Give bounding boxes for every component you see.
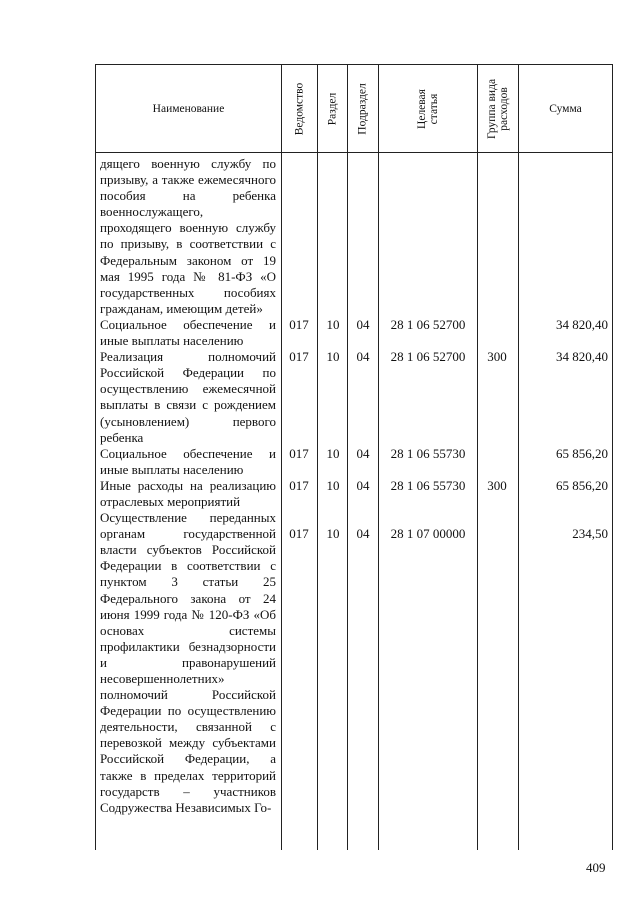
name-block: Реализация полномочий Российской Федерации по осуществлению ежемесячной выплаты в связи с рождением (усыновлением) первого ребенка <box>100 349 276 445</box>
header-celevaya-line2: статья <box>428 93 440 124</box>
cell-celevaya: 28 1 06 52700 <box>390 349 466 364</box>
cell-vedomstvo: 017 <box>289 478 309 493</box>
cell-vedomstvo: 017 <box>289 526 309 541</box>
cell-summa: 65 856,20 <box>556 446 608 461</box>
header-gruppa-cell <box>478 65 518 152</box>
cell-razdel: 10 <box>326 317 340 332</box>
cell-gruppa: 300 <box>487 349 507 364</box>
col-divider-pod <box>347 64 348 850</box>
cell-razdel: 10 <box>326 526 340 541</box>
header-name: Наименование <box>152 103 225 115</box>
name-block: Социальное обеспечение и иные выплаты населению <box>100 316 276 349</box>
col-divider-cel <box>378 64 379 850</box>
header-gruppa <box>486 78 510 138</box>
col-divider-sum <box>518 64 519 850</box>
cell-celevaya: 28 1 07 00000 <box>390 526 466 541</box>
cell-vedomstvo: 017 <box>289 349 309 364</box>
cell-summa: 234,50 <box>572 526 608 541</box>
col-divider-ved <box>281 64 282 850</box>
cell-podrazdel: 04 <box>356 526 370 541</box>
cell-razdel: 10 <box>326 349 340 364</box>
header-celevaya <box>416 89 440 129</box>
cell-summa: 34 820,40 <box>556 317 608 332</box>
header-razdel: Раздел <box>326 92 339 125</box>
cell-vedomstvo: 017 <box>289 446 309 461</box>
name-block: Социальное обеспечение и иные выплаты населению <box>100 445 276 477</box>
cell-podrazdel: 04 <box>356 317 370 332</box>
name-block: дящего военную службу по призыву, а также ежемесячного пособия на ребенка военнослужащего, проходящего военную службу по призыву, в соответствии с Федеральным законом от 19 мая 1995 года № 81-ФЗ «О государственных пособиях гражданам, имеющим детей» <box>100 156 276 316</box>
name-block: Осуществление переданных органам государственной власти субъектов Российской Федерации в соответствии с пунктом 3 статьи 25 Федерального закона от 24 июня 1999 года № 120-ФЗ «Об основах системы профилактики безнадзорности и правонарушений несовершеннолетних» полномочий Российской Федерации по осуществлению деятельности, связанной с перевозкой между субъектами Российской Федерации, а также в пределах территорий государств – участников Содружества Независимых Го- <box>100 510 276 815</box>
header-podrazdel: Подраздел <box>357 82 369 135</box>
cell-razdel: 10 <box>326 446 340 461</box>
header-summa: Сумма <box>549 103 582 115</box>
header-celevaya-line1: Целевая <box>416 88 428 129</box>
cell-summa: 34 820,40 <box>556 349 608 364</box>
header-celevaya-cell <box>379 65 477 152</box>
header-podrazdel-cell <box>348 65 378 152</box>
header-razdel-cell <box>318 65 347 152</box>
cell-podrazdel: 04 <box>356 446 370 461</box>
page-number: 409 <box>586 860 606 875</box>
cell-podrazdel: 04 <box>356 478 370 493</box>
cell-celevaya: 28 1 06 55730 <box>390 478 466 493</box>
table-border-left <box>95 64 96 850</box>
header-gruppa-line1: Группа вида <box>486 78 499 139</box>
col-divider-grp <box>477 64 478 850</box>
header-gruppa-line2: расходов <box>498 86 511 131</box>
cell-celevaya: 28 1 06 52700 <box>390 317 466 332</box>
col-divider-raz <box>317 64 318 850</box>
cell-vedomstvo: 017 <box>289 317 309 332</box>
name-block: Иные расходы на реализацию отраслевых мероприятий <box>100 477 276 509</box>
cell-gruppa: 300 <box>487 478 507 493</box>
header-vedomstvo: Ведомство <box>293 82 306 135</box>
cell-celevaya: 28 1 06 55730 <box>390 446 466 461</box>
header-vedomstvo-cell <box>282 65 317 152</box>
name-column <box>100 156 276 816</box>
cell-razdel: 10 <box>326 478 340 493</box>
cell-summa: 65 856,20 <box>556 478 608 493</box>
table-border-right <box>612 64 613 850</box>
header-bottom-line <box>95 152 613 153</box>
cell-podrazdel: 04 <box>356 349 370 364</box>
